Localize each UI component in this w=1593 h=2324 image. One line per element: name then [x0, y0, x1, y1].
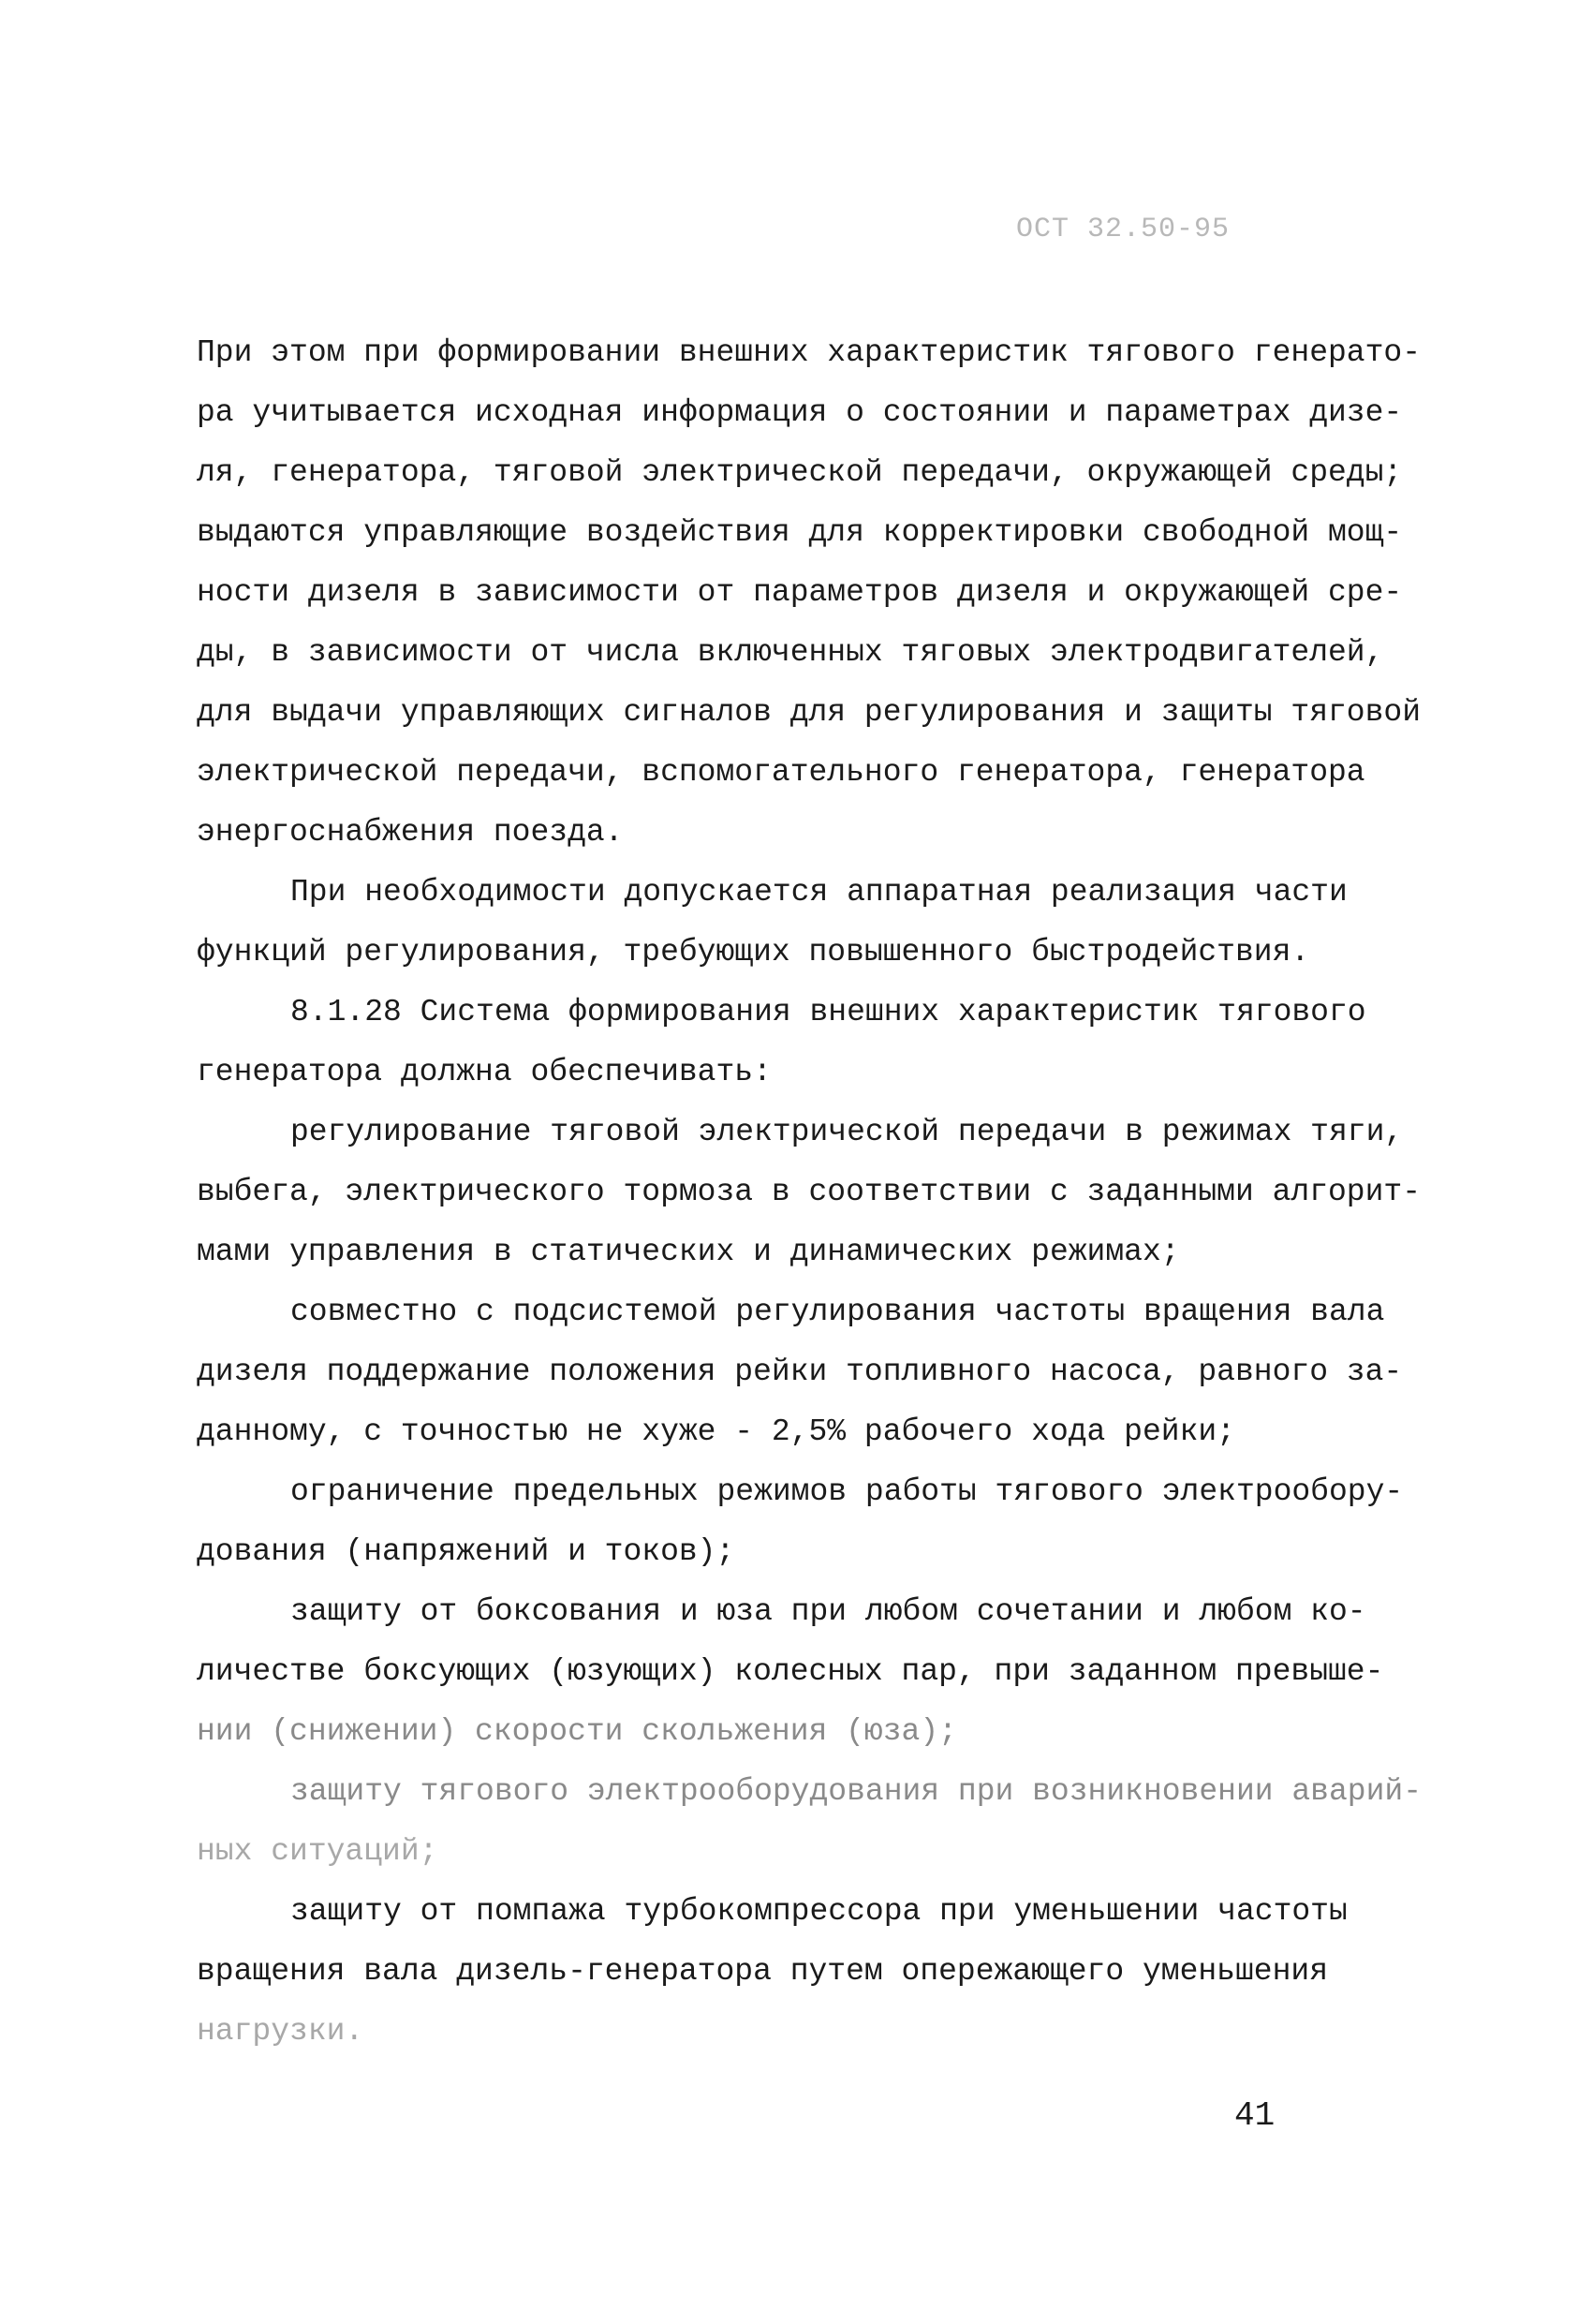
text-line: личестве боксующих (юзующих) колесных пар, при заданном превыше-	[197, 1654, 1384, 1689]
text-line: данному, с точностью не хуже - 2,5% рабочего хода рейки;	[197, 1414, 1235, 1449]
text-line: ды, в зависимости от числа включенных тяговых электродвигателей,	[197, 635, 1384, 670]
text-line: вращения вала дизель-генератора путем опережающего уменьшения	[197, 1954, 1328, 1989]
text-line: ограничение предельных режимов работы тягового электрообору-	[290, 1474, 1404, 1509]
text-line: энергоснабжения поезда.	[197, 815, 624, 850]
text-line: ра учитывается исходная информация о состоянии и параметрах дизе-	[197, 395, 1403, 430]
text-line: для выдачи управляющих сигналов для регулирования и защиты тяговой	[197, 695, 1422, 730]
text-line: ности дизеля в зависимости от параметров дизеля и окружающей сре-	[197, 575, 1403, 610]
text-line: защиту тягового электрооборудования при возникновении аварий-	[290, 1774, 1422, 1809]
text-line: мами управления в статических и динамических режимах;	[197, 1235, 1180, 1269]
text-line: выдаются управляющие воздействия для корректировки свободной мощ-	[197, 515, 1403, 550]
text-line: функций регулирования, требующих повышенного быстродействия.	[197, 935, 1310, 970]
text-line: совместно с подсистемой регулирования частоты вращения вала	[290, 1295, 1385, 1329]
text-line: дизеля поддержание положения рейки топливного насоса, равного за-	[197, 1354, 1403, 1389]
page-number: 41	[1234, 2096, 1276, 2135]
section-heading-line: 8.1.28 Система формирования внешних характеристик тягового	[290, 995, 1366, 1029]
text-line: выбега, электрического тормоза в соответствии с заданными алгорит-	[197, 1175, 1422, 1209]
text-line: защиту от помпажа турбокомпрессора при уменьшении частоты	[290, 1894, 1348, 1929]
text-line: нии (снижении) скорости скольжения (юза);	[197, 1714, 957, 1749]
body-text	[197, 323, 1422, 2062]
text-line: генератора должна обеспечивать:	[197, 1055, 772, 1089]
text-line: нагрузки.	[197, 2014, 364, 2049]
text-line: При этом при формировании внешних характеристик тягового генерато-	[197, 335, 1422, 370]
text-line: ля, генератора, тяговой электрической передачи, окружающей среды;	[197, 455, 1403, 490]
text-line: защиту от боксования и юза при любом сочетании и любом ко-	[290, 1594, 1366, 1629]
text-line: регулирование тяговой электрической передачи в режимах тяги,	[290, 1115, 1404, 1149]
text-line: электрической передачи, вспомогательного генератора, генератора	[197, 755, 1365, 790]
text-line: ных ситуаций;	[197, 1834, 438, 1869]
text-line: При необходимости допускается аппаратная реализация части	[290, 875, 1348, 910]
document-code: ОСТ 32.50-95	[1016, 214, 1231, 245]
text-line: дования (напряжений и токов);	[197, 1534, 735, 1569]
